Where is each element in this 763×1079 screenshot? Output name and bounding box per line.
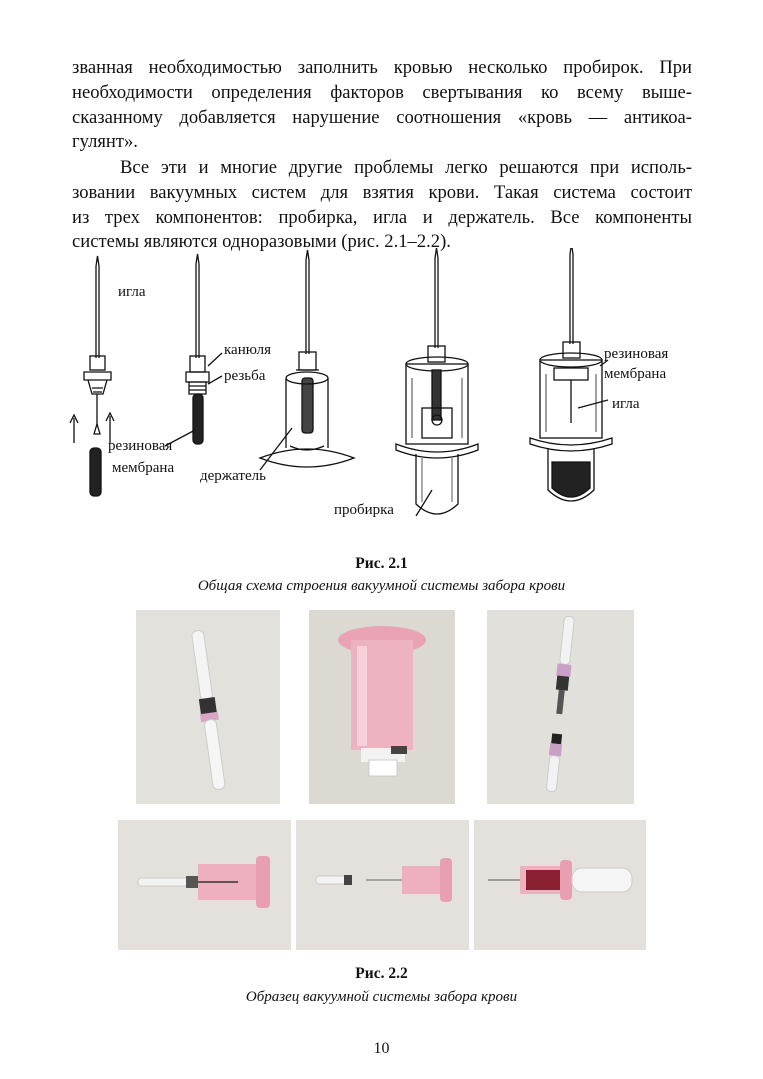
label-needle-2: игла <box>612 396 640 412</box>
text-line: зовании вакуумных систем для взятия крови. Такая система состоит <box>72 181 692 203</box>
label-needle: игла <box>118 284 146 300</box>
text-line: из трех компонентов: пробирка, игла и держатель. Все компоненты <box>72 206 692 228</box>
photo-needle-disassembled <box>487 610 634 804</box>
text-line: системы являются одноразовыми (рис. 2.1–2.2). <box>72 231 451 253</box>
label-cannula: канюля <box>224 342 271 358</box>
text-line: необходимости определения факторов свертывания ко всему выше- <box>72 81 692 103</box>
photo-holder <box>309 610 455 804</box>
label-rubber-membrane-2b: мембрана <box>604 366 667 382</box>
photo-needle <box>136 610 280 804</box>
label-thread: резьба <box>224 368 266 384</box>
text-line: гулянт». <box>72 131 138 153</box>
figure-2-1-caption: Общая схема строения вакуумной системы забора крови <box>197 578 566 594</box>
paragraph-2 <box>72 156 692 255</box>
figure-2-1-diagram <box>60 248 710 538</box>
label-rubber-membrane-1b: мембрана <box>112 460 175 476</box>
paragraph-1 <box>72 56 692 155</box>
text-line: сказанному добавляется нарушение соотношения «кровь — антикоа- <box>72 106 692 128</box>
label-rubber-membrane-1: резиновая <box>108 438 173 454</box>
photo-needle-in-holder <box>118 820 291 950</box>
label-rubber-membrane-2: резиновая <box>604 346 669 362</box>
figure-2-2-caption: Образец вакуумной системы забора крови <box>245 989 518 1005</box>
photo-tube-filled <box>474 820 646 950</box>
photo-cap-removed <box>296 820 469 950</box>
page-number: 10 <box>373 1040 390 1057</box>
label-holder: держатель <box>200 468 266 484</box>
figure-2-2-title: Рис. 2.2 <box>355 965 408 982</box>
text-line: Все эти и многие другие проблемы легко решаются при исполь- <box>120 157 692 178</box>
figure-2-1-title: Рис. 2.1 <box>355 555 408 572</box>
text-line: званная необходимостью заполнить кровью несколько пробирок. При <box>72 57 692 78</box>
label-tube: пробирка <box>334 502 394 518</box>
